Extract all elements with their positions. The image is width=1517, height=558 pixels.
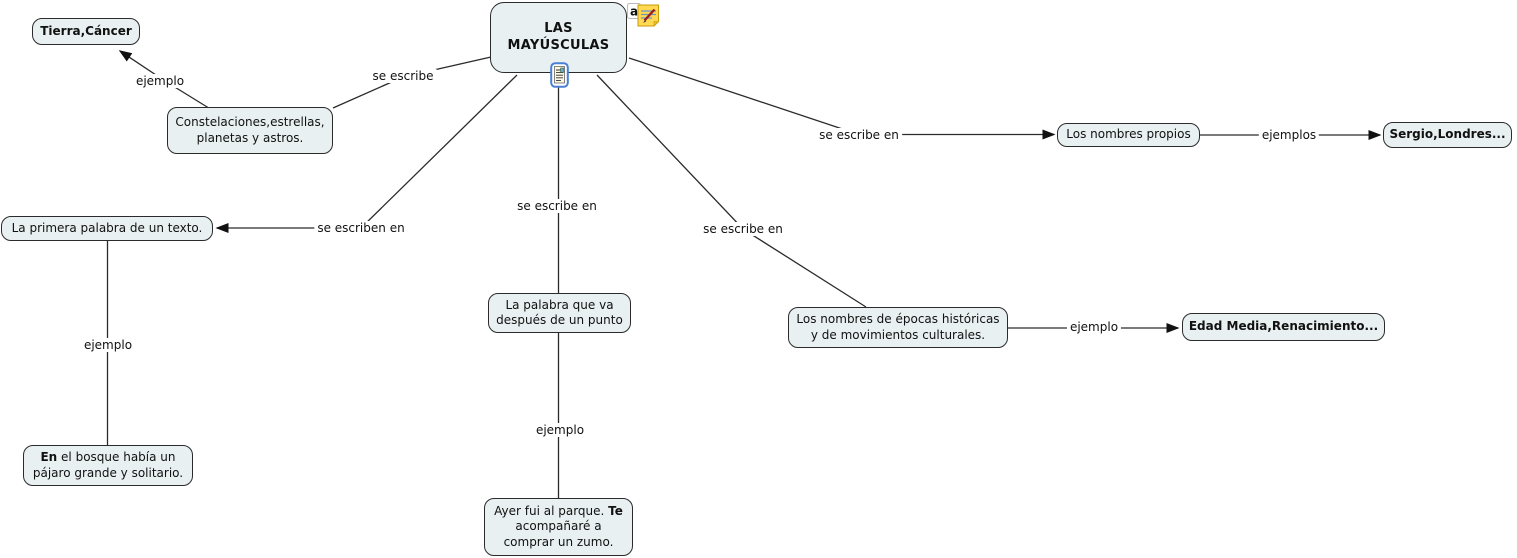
node-label: Sergio,Londres... (1389, 127, 1506, 142)
link-label-ejemplo-ayer[interactable]: ejemplo (533, 423, 587, 437)
concept-node-tierra-cancer[interactable] (32, 18, 140, 45)
node-label: Los nombres propios (1066, 127, 1191, 142)
link-label-se-escribe[interactable]: se escribe (370, 69, 437, 83)
link-label-se-escribe-en-epocas[interactable]: se escribe en (700, 222, 786, 236)
node-label: LAS MAYÚSCULAS (507, 20, 610, 53)
concept-node-edad-media-renacimiento[interactable] (1182, 313, 1385, 341)
link-label-se-escriben-en[interactable]: se escriben en (314, 221, 407, 235)
node-label: La palabra que va después de un punto (496, 297, 623, 327)
node-label: Edad Media,Renacimiento... (1188, 319, 1379, 334)
concept-node-en-el-bosque[interactable] (23, 445, 193, 486)
document-resource-icon[interactable] (550, 62, 569, 88)
annotation-letter: a (630, 4, 639, 19)
node-label: La primera palabra de un texto. (11, 220, 203, 235)
link-label-ejemplo-edad[interactable]: ejemplo (1067, 320, 1121, 334)
concept-node-epocas-historicas[interactable] (788, 307, 1008, 348)
connector-main-propios (629, 58, 1054, 135)
concept-node-constelaciones[interactable] (167, 107, 333, 154)
node-label: Ayer fui al parque. Te acompañaré a comprar un zumo. (494, 503, 623, 549)
concept-node-ayer-fui-al-parque[interactable] (484, 498, 633, 556)
node-label: Constelaciones,estrellas, planetas y astros. (175, 115, 325, 145)
annotation-note-icon[interactable] (627, 3, 661, 27)
concept-node-nombres-propios[interactable] (1057, 123, 1200, 147)
node-label: Los nombres de épocas históricas y de movimientos culturales. (796, 312, 1000, 342)
link-label-se-escribe-en-propios[interactable]: se escribe en (816, 128, 902, 142)
connector-main-epocas (597, 75, 866, 307)
concept-node-primera-palabra[interactable] (1, 216, 213, 241)
concept-node-sergio-londres[interactable] (1383, 122, 1512, 148)
node-label: Tierra,Cáncer (40, 23, 132, 38)
link-label-ejemplo-bosque[interactable]: ejemplo (81, 338, 135, 352)
link-label-ejemplos[interactable]: ejemplos (1259, 128, 1319, 142)
node-label: En el bosque había un pájaro grande y solitario. (32, 450, 184, 480)
link-label-ejemplo-tierra[interactable]: ejemplo (133, 74, 187, 88)
concept-node-palabra-despues-punto[interactable] (488, 293, 631, 333)
link-label-se-escribe-en-punto[interactable]: se escribe en (514, 199, 600, 213)
